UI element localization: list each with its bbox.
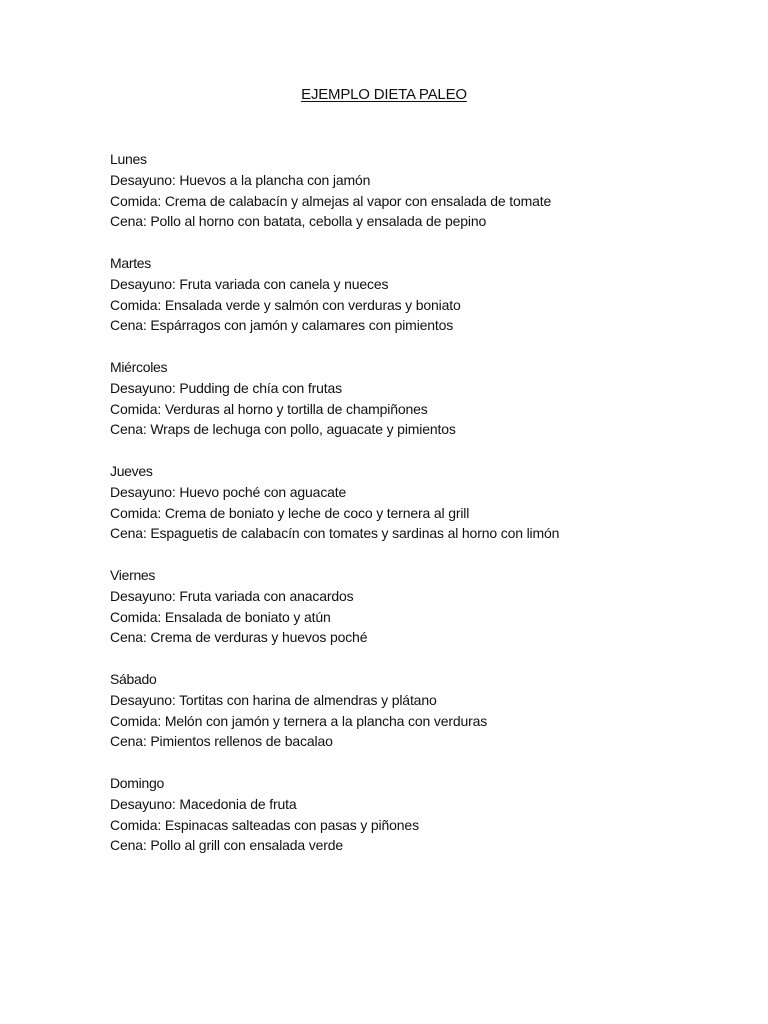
meal-lunch: Comida: Espinacas salteadas con pasas y piñones [110, 816, 419, 833]
meal-breakfast: Desayuno: Tortitas con harina de almendras y plátano [110, 691, 437, 708]
day-section-viernes [110, 565, 730, 648]
meal-dinner: Cena: Espárragos con jamón y calamares con pimientos [110, 317, 454, 334]
meal-breakfast: Desayuno: Fruta variada con canela y nueces [110, 275, 389, 292]
meal-dinner: Cena: Pollo al grill con ensalada verde [110, 837, 344, 854]
day-section-jueves [110, 461, 730, 544]
meal-lunch: Comida: Ensalada verde y salmón con verduras y boniato [110, 296, 461, 313]
day-heading: Sábado [110, 670, 157, 687]
meal-dinner: Cena: Pollo al horno con batata, cebolla y ensalada de pepino [110, 213, 487, 230]
meal-lunch: Comida: Verduras al horno y tortilla de champiñones [110, 400, 428, 417]
day-heading: Lunes [110, 151, 147, 167]
day-section-domingo [110, 773, 730, 856]
diet-days [110, 149, 730, 877]
meal-breakfast: Desayuno: Pudding de chía con frutas [110, 379, 342, 396]
day-heading: Miércoles [110, 358, 168, 375]
day-heading: Viernes [110, 566, 156, 583]
meal-breakfast: Desayuno: Fruta variada con anacardos [110, 587, 354, 604]
meal-lunch: Comida: Melón con jamón y ternera a la plancha con verduras [110, 712, 488, 729]
meal-dinner: Cena: Espaguetis de calabacín con tomates y sardinas al horno con limón [110, 525, 560, 542]
meal-dinner: Cena: Crema de verduras y huevos poché [110, 629, 368, 646]
meal-dinner: Cena: Wraps de lechuga con pollo, aguacate y pimientos [110, 421, 456, 438]
day-section-lunes [110, 149, 730, 232]
meal-breakfast: Desayuno: Macedonia de fruta [110, 795, 297, 812]
day-heading: Domingo [110, 774, 164, 791]
meal-dinner: Cena: Pimientos rellenos de bacalao [110, 733, 333, 750]
day-section-miercoles [110, 357, 730, 440]
meal-lunch: Comida: Ensalada de boniato y atún [110, 608, 331, 625]
day-heading: Martes [110, 254, 151, 271]
day-section-martes [110, 253, 730, 336]
meal-lunch: Comida: Crema de boniato y leche de coco y ternera al grill [110, 504, 470, 521]
day-heading: Jueves [110, 462, 153, 479]
page-title: EJEMPLO DIETA PALEO [301, 86, 467, 103]
day-section-sabado [110, 669, 730, 752]
meal-breakfast: Desayuno: Huevos a la plancha con jamón [110, 171, 371, 188]
meal-lunch: Comida: Crema de calabacín y almejas al vapor con ensalada de tomate [110, 192, 552, 209]
meal-breakfast: Desayuno: Huevo poché con aguacate [110, 483, 347, 500]
